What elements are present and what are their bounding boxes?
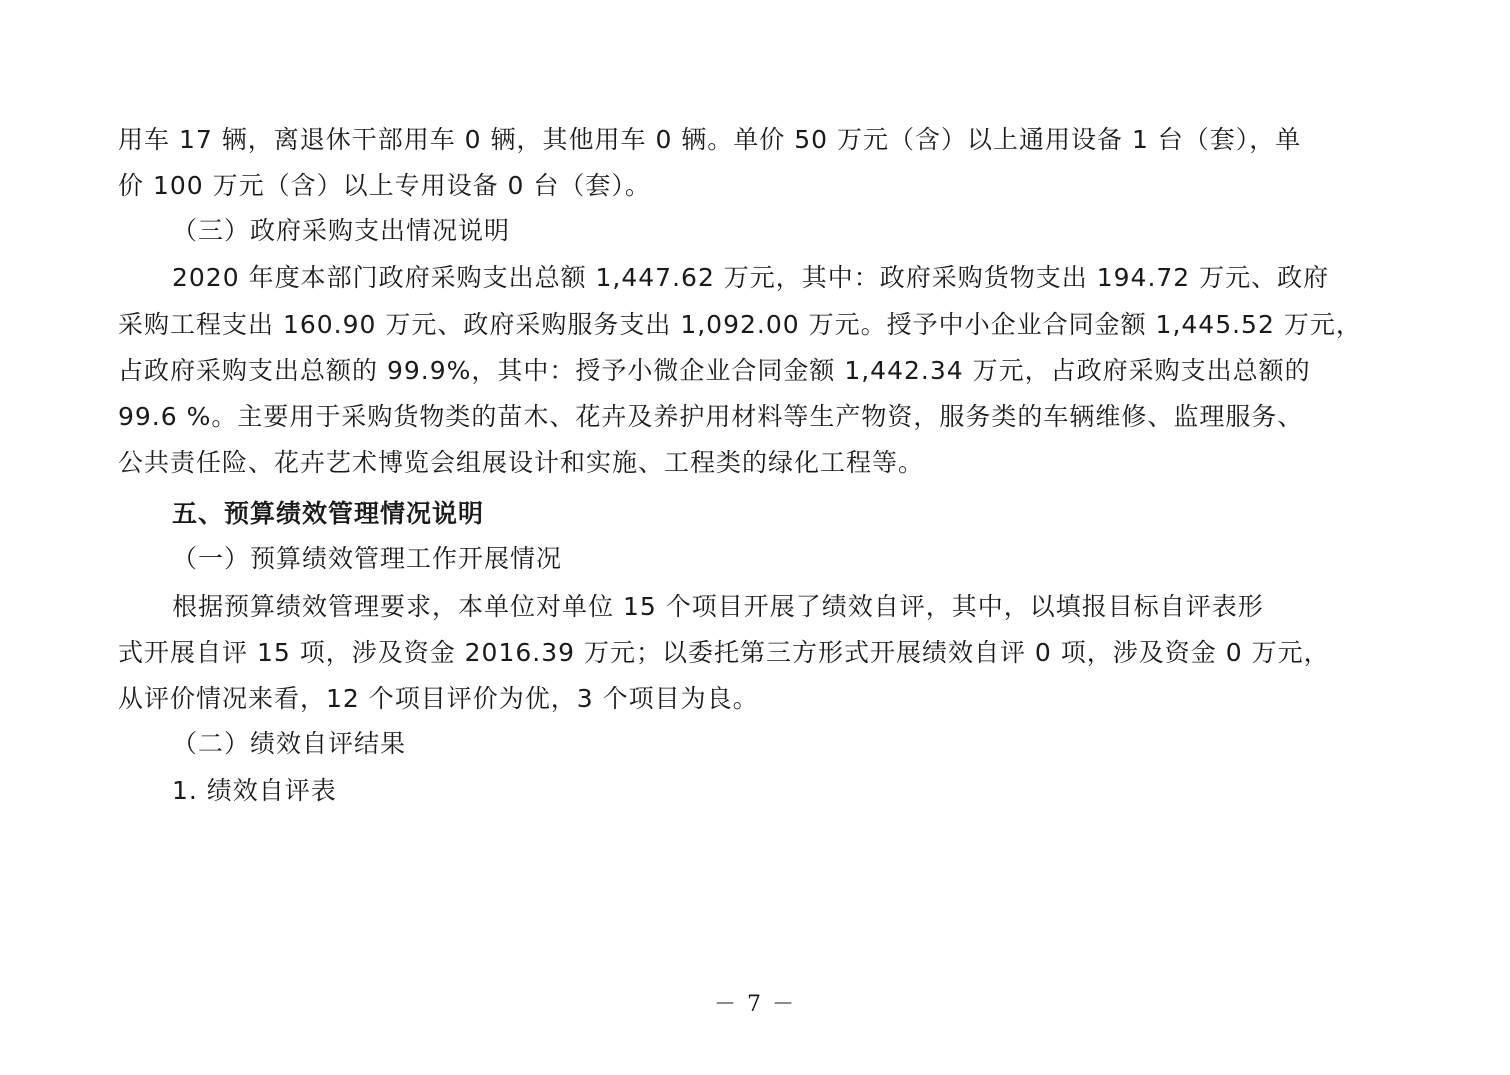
subsection-heading-government-procurement: （三）政府采购支出情况说明 — [172, 216, 511, 245]
paragraph-line: 根据预算绩效管理要求，本单位对单位 15 个项目开展了绩效自评，其中，以填报目标自评表形 — [172, 592, 1264, 621]
paragraph-line: 价 100 万元（含）以上专用设备 0 台（套）。 — [118, 171, 651, 200]
paragraph-line: 99.6 %。主要用于采购货物类的苗木、花卉及养护用材料等生产物资，服务类的车辆维修、监理服务、 — [118, 402, 1304, 431]
paragraph-line: 占政府采购支出总额的 99.9%，其中：授予小微企业合同金额 1,442.34 万元，占政府采购支出总额的 — [118, 356, 1311, 385]
paragraph-line: 用车 17 辆，离退休干部用车 0 辆，其他用车 0 辆。单价 50 万元（含）以上通用设备 1 台（套），单 — [118, 125, 1302, 154]
paragraph-line: 2020 年度本部门政府采购支出总额 1,447.62 万元，其中：政府采购货物支出 194.72 万元、政府 — [172, 263, 1330, 292]
paragraph-line: 采购工程支出 160.90 万元、政府采购服务支出 1,092.00 万元。授予中小企业合同金额 1,445.52 万元， — [118, 310, 1362, 339]
paragraph-line: 从评价情况来看，12 个项目评价为优，3 个项目为良。 — [118, 684, 759, 713]
paragraph-line: 式开展自评 15 项，涉及资金 2016.39 万元；以委托第三方形式开展绩效自评 0 项，涉及资金 0 万元， — [118, 638, 1330, 667]
subsection-heading-self-evaluation-results: （二）绩效自评结果 — [172, 729, 407, 758]
paragraph-line: 公共责任险、花卉艺术博览会组展设计和实施、工程类的绿化工程等。 — [118, 448, 925, 477]
section-heading-performance-management: 五、预算绩效管理情况说明 — [172, 499, 485, 528]
subsection-heading-performance-work: （一）预算绩效管理工作开展情况 — [172, 544, 563, 573]
list-item-self-evaluation-table: 1. 绩效自评表 — [172, 776, 337, 805]
page-number: － 7 － — [714, 992, 796, 1017]
